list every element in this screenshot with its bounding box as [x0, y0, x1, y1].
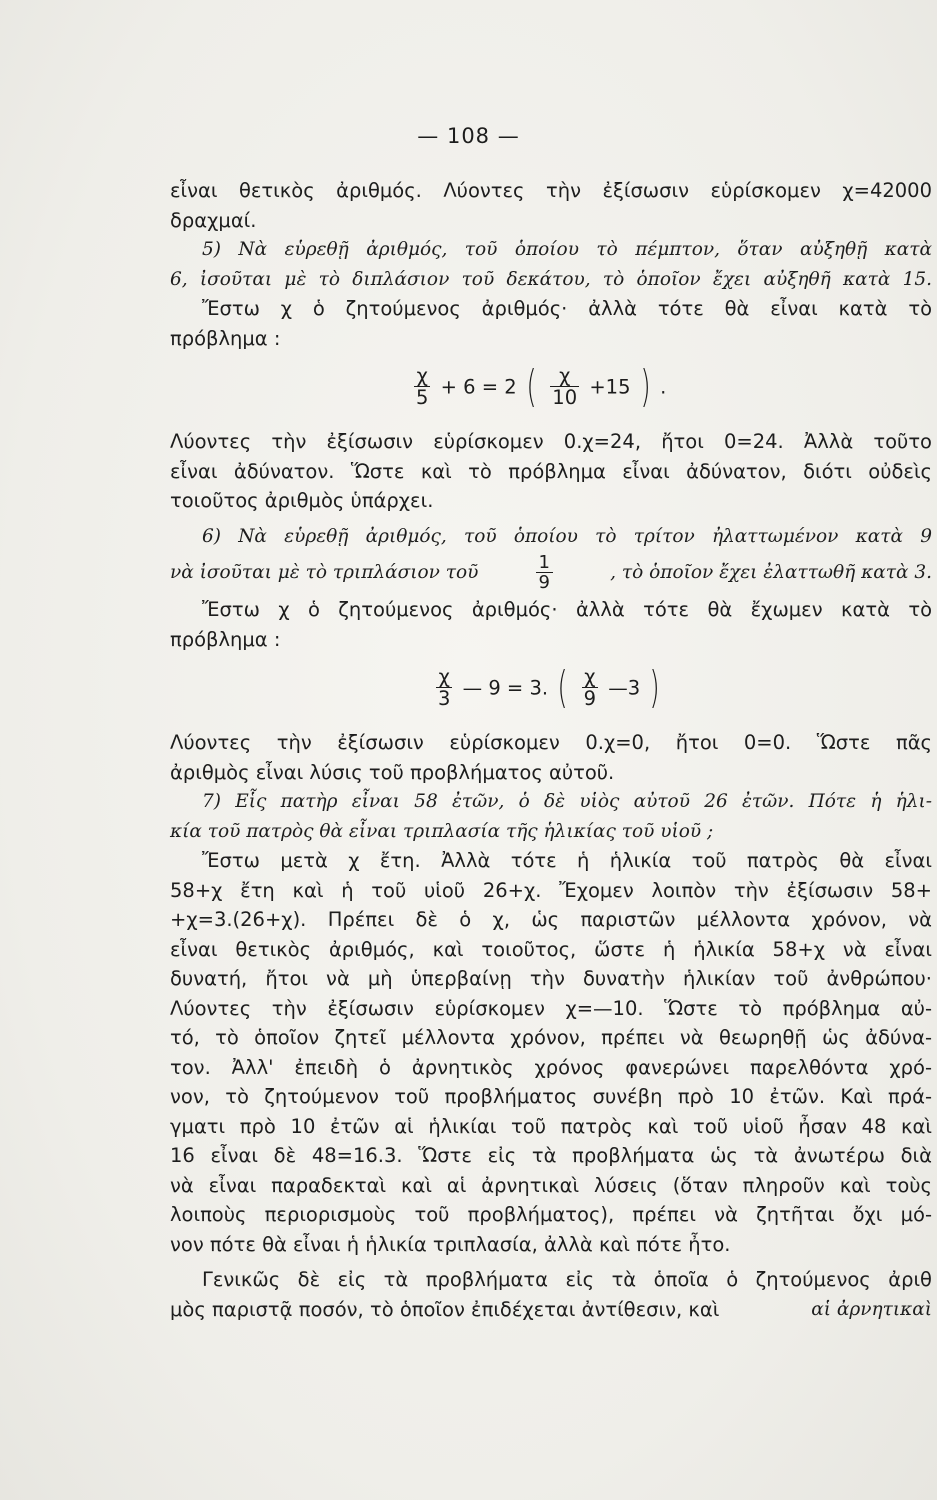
numerator: χ: [436, 667, 452, 688]
text-line: +χ=3.(26+χ). Πρέπει δὲ ὁ χ, ὡς παριστῶν μέλλοντα χρόνον, νὰ: [170, 908, 932, 931]
page-body: [170, 176, 932, 1324]
equation-operator: — 9 = 3.: [462, 676, 549, 700]
numerator: 1: [536, 554, 553, 573]
text-fragment-italic: αἱ ἀρνητικαὶ: [811, 1298, 932, 1320]
text-line: Γενικῶς δὲ εἰς τὰ προβλήματα εἰς τὰ ὁποῖα ὁ ζητούμενος ἀριθ: [202, 1268, 932, 1291]
left-paren: (: [557, 662, 569, 713]
page-number: — 108 —: [417, 124, 520, 148]
text-fragment: , τὸ ὁποῖον ἔχει ἐλαττωθῆ κατὰ 3.: [610, 562, 932, 584]
text-line: ἀριθμὸς εἶναι λύσις τοῦ προβλήματος αὐτοῦ.: [170, 760, 615, 784]
right-paren: ): [649, 662, 661, 713]
text-line: εἶναι ἀδύνατον. Ὥστε καὶ τὸ πρόβλημα εἶναι ἀδύνατον, διότι οὐδεὶς: [170, 459, 932, 483]
text-line: 58+χ ἔτη καὶ ἡ τοῦ υἱοῦ 26+χ. Ἔχομεν λοιπὸν τὴν ἐξίσωσιν 58+: [170, 878, 932, 902]
text-line: Ἔστω χ ὁ ζητούμενος ἀριθμός· ἀλλὰ τότε θὰ ἔχωμεν κατὰ τὸ: [202, 598, 932, 621]
text-line: 16 εἶναι δὲ 48=16.3. Ὥστε εἰς τὰ προβλήματα ὡς τὰ ἀνωτέρω διὰ: [170, 1144, 932, 1167]
problem-6-heading: [170, 551, 932, 595]
text-line: νὰ εἶναι παραδεκταὶ καὶ αἱ ἀρνητικαὶ λύσεις (ὅταν πληροῦν καὶ τοὺς: [170, 1173, 932, 1197]
text-line: νον, τὸ ζητούμενον τοῦ προβλήματος συνέβη πρὸ 10 ἐτῶν. Καὶ πρά-: [170, 1085, 932, 1108]
problem-5-heading: 6, ἰσοῦται μὲ τὸ διπλάσιον τοῦ δεκάτου, τὸ ὁποῖον ἔχει αὐξηθῆ κατὰ 15.: [170, 268, 932, 290]
equation-end: .: [660, 375, 667, 399]
fraction-x-over-9: [582, 664, 598, 710]
text-line: εἶναι θετικὸς ἀριθμός. Λύοντες τὴν ἐξίσωσιν εὑρίσκομεν χ=42000: [170, 179, 932, 202]
text-line: δυνατή, ἤτοι νὰ μὴ ὑπερβαίνῃ τὴν δυνατὴν ἡλικίαν τοῦ ἀνθρώπου·: [170, 967, 932, 990]
fraction-one-ninth: [536, 551, 553, 593]
text-line: Λύοντες τὴν ἐξίσωσιν εὑρίσκομεν 0.χ=24, ἤτοι 0=24. Ἀλλὰ τοῦτο: [170, 430, 932, 453]
text-line: τοιοῦτος ἀριθμὸς ὑπάρχει.: [170, 489, 434, 512]
text-line: πρόβλημα :: [170, 627, 281, 651]
problem-5-heading: 5) Νὰ εὑρεθῇ ἀριθμός, τοῦ ὁποίου τὸ πέμπτον, ὅταν αὐξηθῇ κατὰ: [202, 239, 932, 260]
text-line: γματι πρὸ 10 ἐτῶν αἱ ἡλικίαι τοῦ πατρὸς καὶ τοῦ υἱοῦ ἦσαν 48 καὶ: [170, 1114, 932, 1138]
text-line: Ἔστω μετὰ χ ἔτη. Ἀλλὰ τότε ἡ ἡλικία τοῦ πατρὸς θὰ εἶναι: [202, 849, 932, 872]
equation-1: [170, 353, 932, 427]
equation-term: +15: [589, 375, 631, 399]
problem-6-heading: 6) Νὰ εὑρεθῇ ἀριθμός, τοῦ ὁποίου τὸ τρίτον ἠλαττωμένον κατὰ 9: [202, 525, 932, 547]
text-line: Ἔστω χ ὁ ζητούμενος ἀριθμός· ἀλλὰ τότε θὰ εἶναι κατὰ τὸ: [202, 297, 932, 320]
problem-7-heading: κία τοῦ πατρὸς θὰ εἶναι τριπλασία τῆς ἡλικίας τοῦ υἱοῦ ;: [170, 820, 714, 842]
denominator: 9: [583, 686, 597, 710]
numerator: χ: [414, 366, 430, 387]
fraction-x-over-3: [436, 664, 452, 710]
left-paren: (: [526, 361, 537, 412]
text-line: τον. Ἀλλ' ἐπειδὴ ὁ ἀρνητικὸς χρόνος φανερώνει παρελθόντα χρό-: [170, 1055, 932, 1079]
numerator: χ: [582, 667, 598, 688]
text-line: Λύοντες τὴν ἐξίσωσιν εὑρίσκομεν 0.χ=0, ἤτοι 0=0. Ὥστε πᾶς: [170, 731, 932, 754]
denominator: 9: [538, 571, 550, 593]
denominator: 5: [416, 385, 429, 409]
text-line: εἶναι θετικὸς ἀριθμός, καὶ τοιοῦτος, ὥστε ἡ ἡλικία 58+χ νὰ εἶναι: [170, 937, 932, 961]
text-line: Λύοντες τὴν ἐξίσωσιν εὑρίσκομεν χ=—10. Ὥστε τὸ πρόβλημα αὐ-: [170, 996, 932, 1020]
problem-7-heading: 7) Εἷς πατὴρ εἶναι 58 ἐτῶν, ὁ δὲ υἱὸς αὐτοῦ 26 ἐτῶν. Πότε ἡ ἡλι-: [202, 791, 932, 812]
fraction-x-over-10: [550, 363, 579, 409]
equation-operator: + 6 = 2: [440, 375, 517, 399]
text-line: πρόβλημα :: [170, 326, 281, 350]
text-line: [170, 1295, 932, 1325]
text-fragment: μὸς παριστᾷ ποσόν, τὸ ὁποῖον ἐπιδέχεται ἀντίθεσιν, καὶ: [170, 1297, 720, 1321]
text-line: λοιποὺς περιορισμοὺς τοῦ προβλήματος), πρέπει νὰ ζητῆται ὄχι μό-: [170, 1203, 932, 1226]
right-paren: ): [640, 361, 651, 412]
equation-2: [170, 654, 932, 728]
equation-term: —3: [608, 676, 641, 700]
text-line: δραχμαί.: [170, 208, 257, 232]
denominator: 3: [438, 686, 451, 710]
denominator: 10: [552, 385, 578, 409]
text-fragment: νὰ ἰσοῦται μὲ τὸ τριπλάσιον τοῦ: [170, 562, 479, 584]
text-line: νον πότε θὰ εἶναι ἡ ἡλικία τριπλασία, ἀλλὰ καὶ πότε ἦτο.: [170, 1232, 731, 1256]
text-line: τό, τὸ ὁποῖον ζητεῖ μέλλοντα χρόνον, πρέπει νὰ θεωρηθῇ ὡς ἀδύνα-: [170, 1026, 932, 1049]
numerator: χ: [550, 366, 579, 387]
fraction-x-over-5: [414, 363, 430, 409]
